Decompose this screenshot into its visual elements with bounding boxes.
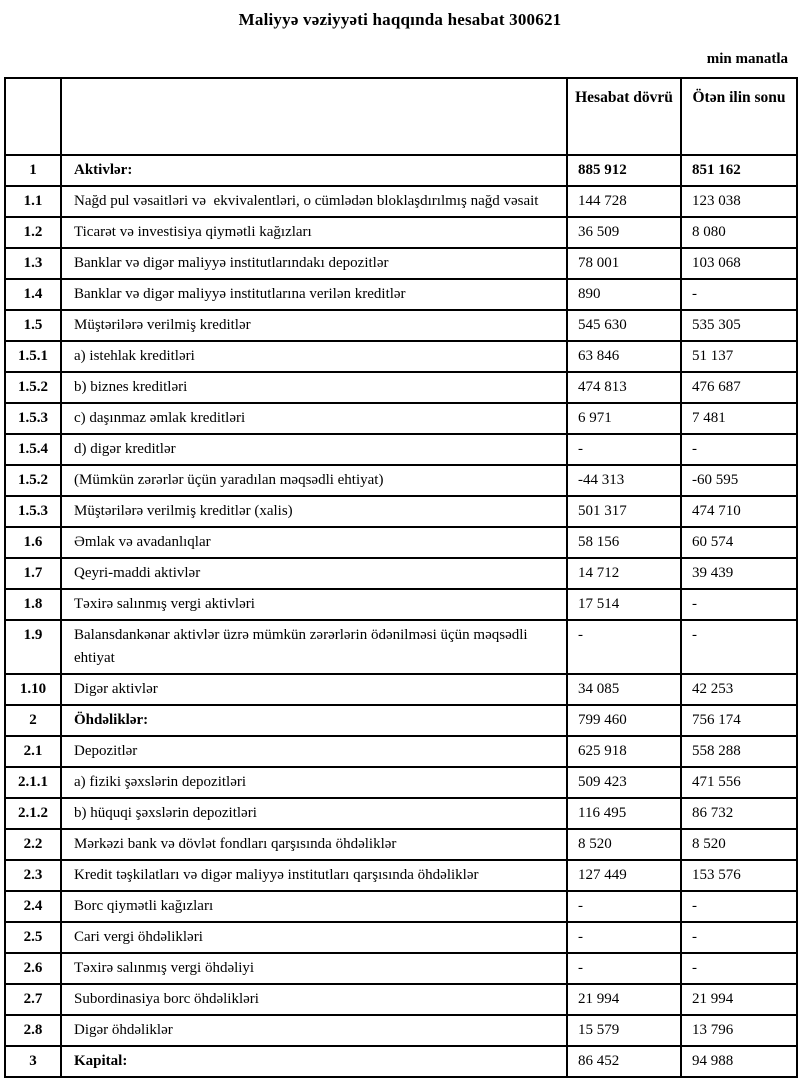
value-current-period: 6 971 [567, 403, 681, 434]
row-label: Depozitlər [61, 736, 567, 767]
row-number: 1.5.3 [5, 496, 61, 527]
table-row [5, 155, 797, 186]
table-row [5, 767, 797, 798]
table-header-row [5, 78, 797, 155]
value-previous-year-end: - [681, 279, 797, 310]
value-previous-year-end: 21 994 [681, 984, 797, 1015]
value-current-period: 15 579 [567, 1015, 681, 1046]
value-current-period: 509 423 [567, 767, 681, 798]
value-current-period: 799 460 [567, 705, 681, 736]
row-label: Müştərilərə verilmiş kreditlər (xalis) [61, 496, 567, 527]
table-row [5, 589, 797, 620]
row-label: Cari vergi öhdəlikləri [61, 922, 567, 953]
row-number: 2 [5, 705, 61, 736]
page-title: Maliyyə vəziyyəti haqqında hesabat 300621 [238, 10, 562, 29]
row-number: 1 [5, 155, 61, 186]
table-row [5, 705, 797, 736]
value-previous-year-end: 39 439 [681, 558, 797, 589]
table-row [5, 674, 797, 705]
table-row [5, 1046, 797, 1077]
value-current-period: 36 509 [567, 217, 681, 248]
value-previous-year-end: 103 068 [681, 248, 797, 279]
row-number: 1.1 [5, 186, 61, 217]
table-row [5, 1015, 797, 1046]
value-previous-year-end: 471 556 [681, 767, 797, 798]
row-number: 2.6 [5, 953, 61, 984]
value-current-period: - [567, 891, 681, 922]
row-label: b) hüquqi şəxslərin depozitləri [61, 798, 567, 829]
value-previous-year-end: - [681, 434, 797, 465]
row-label: Digər aktivlər [61, 674, 567, 705]
value-current-period: 144 728 [567, 186, 681, 217]
row-number: 1.8 [5, 589, 61, 620]
value-previous-year-end: 558 288 [681, 736, 797, 767]
value-current-period: 890 [567, 279, 681, 310]
row-number: 2.7 [5, 984, 61, 1015]
value-current-period: 501 317 [567, 496, 681, 527]
value-previous-year-end: 474 710 [681, 496, 797, 527]
value-current-period: 885 912 [567, 155, 681, 186]
header-cell-label [61, 78, 567, 155]
value-previous-year-end: 123 038 [681, 186, 797, 217]
value-current-period: 545 630 [567, 310, 681, 341]
row-label: Əmlak və avadanlıqlar [61, 527, 567, 558]
table-row [5, 922, 797, 953]
value-previous-year-end: 86 732 [681, 798, 797, 829]
row-number: 1.5.2 [5, 372, 61, 403]
value-current-period: 127 449 [567, 860, 681, 891]
header-cell-previous-year-end: Ötən ilin sonu [681, 78, 797, 155]
row-number: 1.10 [5, 674, 61, 705]
table-row [5, 558, 797, 589]
value-previous-year-end: 8 080 [681, 217, 797, 248]
row-label: a) istehlak kreditləri [61, 341, 567, 372]
value-previous-year-end: - [681, 891, 797, 922]
value-current-period: 78 001 [567, 248, 681, 279]
row-label: Təxirə salınmış vergi öhdəliyi [61, 953, 567, 984]
row-number: 2.2 [5, 829, 61, 860]
row-number: 1.5.3 [5, 403, 61, 434]
table-row [5, 496, 797, 527]
value-previous-year-end: 42 253 [681, 674, 797, 705]
row-label: (Mümkün zərərlər üçün yaradılan məqsədli ehtiyat) [61, 465, 567, 496]
row-label: a) fiziki şəxslərin depozitləri [61, 767, 567, 798]
value-current-period: 34 085 [567, 674, 681, 705]
table-row [5, 736, 797, 767]
value-current-period: 63 846 [567, 341, 681, 372]
header-cell-number [5, 78, 61, 155]
value-current-period: 8 520 [567, 829, 681, 860]
value-current-period: 17 514 [567, 589, 681, 620]
financial-report-table [4, 77, 798, 1078]
value-previous-year-end: - [681, 953, 797, 984]
row-number: 2.8 [5, 1015, 61, 1046]
row-number: 2.5 [5, 922, 61, 953]
table-row [5, 620, 797, 674]
row-number: 1.4 [5, 279, 61, 310]
value-current-period: 116 495 [567, 798, 681, 829]
row-label: Banklar və digər maliyyə institutlarındakı depozitlər [61, 248, 567, 279]
row-label: Qeyri-maddi aktivlər [61, 558, 567, 589]
row-number: 1.9 [5, 620, 61, 674]
row-number: 1.5.2 [5, 465, 61, 496]
table-row [5, 248, 797, 279]
value-previous-year-end: 60 574 [681, 527, 797, 558]
value-previous-year-end: 7 481 [681, 403, 797, 434]
table-row [5, 829, 797, 860]
row-label: Subordinasiya borc öhdəlikləri [61, 984, 567, 1015]
table-row [5, 527, 797, 558]
table-row [5, 860, 797, 891]
value-previous-year-end: - [681, 922, 797, 953]
value-previous-year-end: 756 174 [681, 705, 797, 736]
row-label: Banklar və digər maliyyə institutlarına verilən kreditlər [61, 279, 567, 310]
row-label: Nağd pul vəsaitləri və ekvivalentləri, o cümlədən bloklaşdırılmış nağd vəsait [61, 186, 567, 217]
row-number: 1.2 [5, 217, 61, 248]
row-label: Öhdəliklər: [61, 705, 567, 736]
table-row [5, 186, 797, 217]
row-number: 1.5.4 [5, 434, 61, 465]
table-row [5, 891, 797, 922]
table-row [5, 372, 797, 403]
row-number: 2.1 [5, 736, 61, 767]
value-current-period: 58 156 [567, 527, 681, 558]
value-previous-year-end: 476 687 [681, 372, 797, 403]
table-row [5, 279, 797, 310]
value-current-period: - [567, 620, 681, 674]
value-current-period: - [567, 434, 681, 465]
row-label: Mərkəzi bank və dövlət fondları qarşısında öhdəliklər [61, 829, 567, 860]
value-previous-year-end: 535 305 [681, 310, 797, 341]
row-label: Aktivlər: [61, 155, 567, 186]
row-number: 1.6 [5, 527, 61, 558]
value-current-period: 86 452 [567, 1046, 681, 1077]
row-number: 2.1.2 [5, 798, 61, 829]
table-row [5, 984, 797, 1015]
row-label: Digər öhdəliklər [61, 1015, 567, 1046]
value-previous-year-end: 153 576 [681, 860, 797, 891]
value-current-period: - [567, 953, 681, 984]
value-previous-year-end: - [681, 589, 797, 620]
row-label: Balansdankənar aktivlər üzrə mümkün zərərlərin ödənilməsi üçün məqsədli ehtiyat [61, 620, 567, 674]
unit-note: min manatla [706, 51, 788, 67]
row-label: d) digər kreditlər [61, 434, 567, 465]
table-row [5, 217, 797, 248]
table-row [5, 434, 797, 465]
row-number: 3 [5, 1046, 61, 1077]
value-current-period: -44 313 [567, 465, 681, 496]
row-label: c) daşınmaz əmlak kreditləri [61, 403, 567, 434]
row-label: Müştərilərə verilmiş kreditlər [61, 310, 567, 341]
table-row [5, 310, 797, 341]
value-current-period: 14 712 [567, 558, 681, 589]
report-table-body [5, 155, 797, 1077]
row-number: 2.1.1 [5, 767, 61, 798]
row-label: Kapital: [61, 1046, 567, 1077]
value-current-period: 21 994 [567, 984, 681, 1015]
value-previous-year-end: -60 595 [681, 465, 797, 496]
value-current-period: - [567, 922, 681, 953]
row-label: b) biznes kreditləri [61, 372, 567, 403]
row-number: 2.4 [5, 891, 61, 922]
value-previous-year-end: 51 137 [681, 341, 797, 372]
value-current-period: 625 918 [567, 736, 681, 767]
row-number: 1.5.1 [5, 341, 61, 372]
row-number: 2.3 [5, 860, 61, 891]
value-previous-year-end: - [681, 620, 797, 674]
value-current-period: 474 813 [567, 372, 681, 403]
value-previous-year-end: 13 796 [681, 1015, 797, 1046]
value-previous-year-end: 851 162 [681, 155, 797, 186]
row-label: Borc qiymətli kağızları [61, 891, 567, 922]
row-label: Ticarət və investisiya qiymətli kağızları [61, 217, 567, 248]
header-cell-current-period: Hesabat dövrü [567, 78, 681, 155]
table-row [5, 341, 797, 372]
table-row [5, 465, 797, 496]
table-row [5, 798, 797, 829]
row-number: 1.5 [5, 310, 61, 341]
row-number: 1.3 [5, 248, 61, 279]
table-row [5, 403, 797, 434]
row-number: 1.7 [5, 558, 61, 589]
row-label: Təxirə salınmış vergi aktivləri [61, 589, 567, 620]
value-previous-year-end: 94 988 [681, 1046, 797, 1077]
row-label: Kredit təşkilatları və digər maliyyə institutları qarşısında öhdəliklər [61, 860, 567, 891]
value-previous-year-end: 8 520 [681, 829, 797, 860]
table-row [5, 953, 797, 984]
